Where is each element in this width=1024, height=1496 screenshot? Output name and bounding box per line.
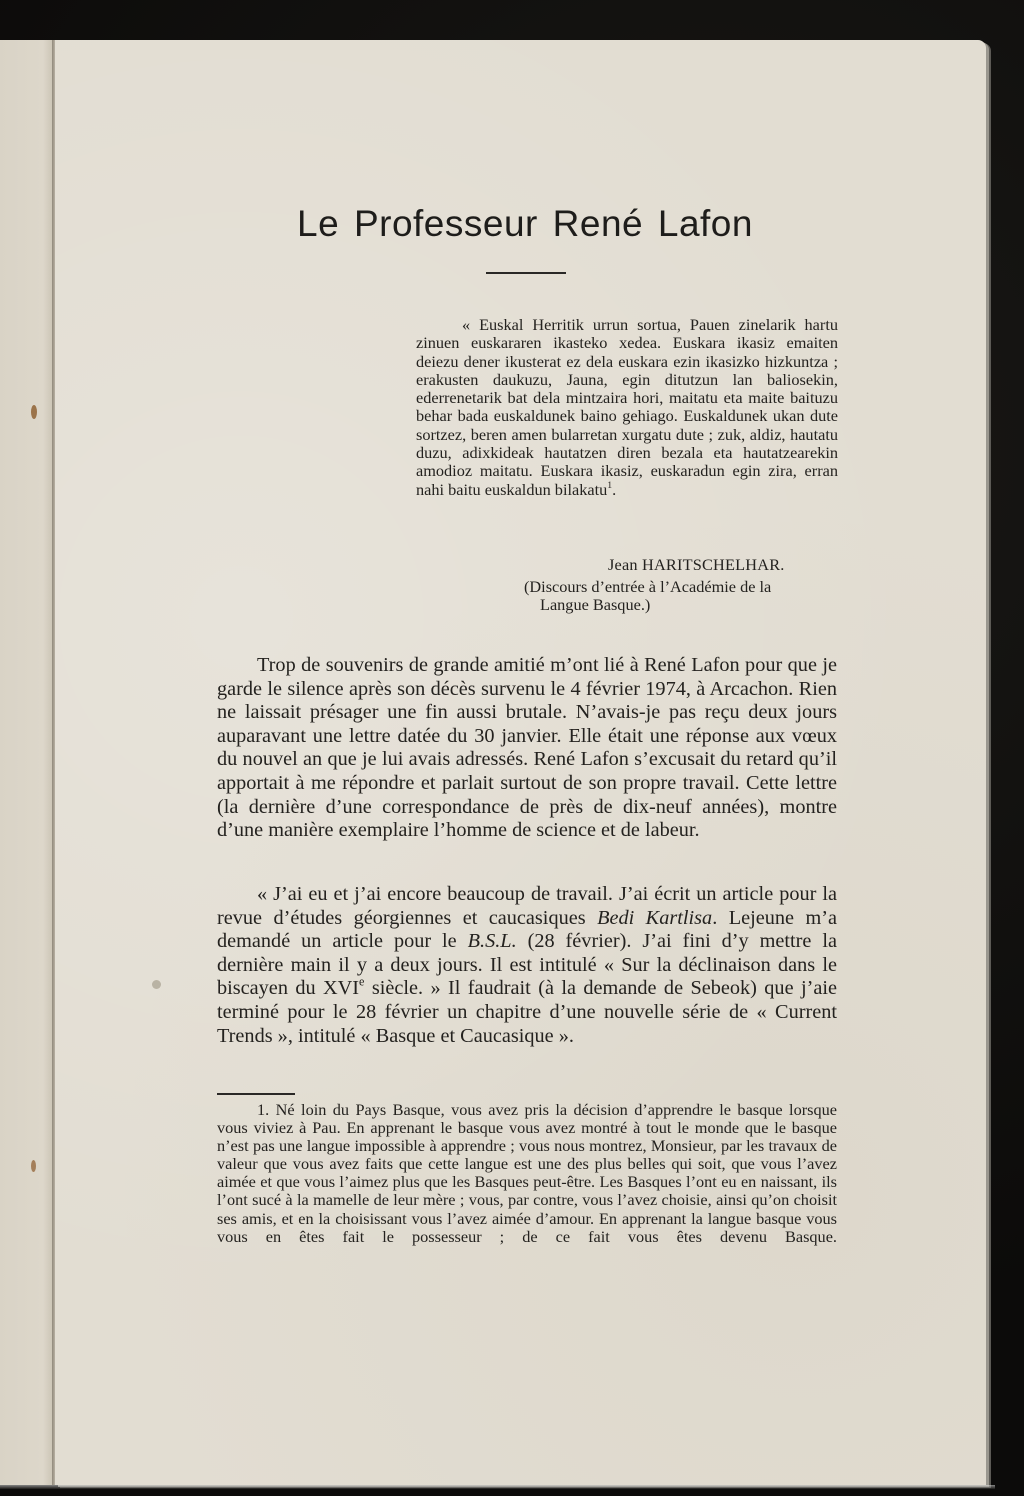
epigraph-source: (Discours d’entrée à l’Académie de la Langue Basque.) — [524, 577, 772, 615]
journal-abbrev: B.S.L. — [467, 930, 517, 953]
body-paragraph: Trop de souvenirs de grande amitié m’ont lié à René Lafon pour que je garde le silence après son décès survenu le 4 février 1974, à Arcachon. Rien ne laissait présager une fin aussi brutale. N’avais-je pas reçu deux jours auparavant une lettre datée du 30 janvier. Elle était une réponse aux vœux du nouvel an que je lui avais adressés. René Lafon s’excusait du retard qu’il apportait à me répondre et parlait surtout de son propre travail. Cette lettre (la dernière d’une correspondance de près de dix-neuf années), montre d’une manière exemplaire l’homme de science et de labeur. — [217, 654, 837, 842]
footnote-divider — [217, 1093, 295, 1095]
paper-stain — [31, 405, 37, 419]
epigraph-author: Jean HARITSCHELHAR. — [608, 555, 785, 574]
epigraph — [416, 316, 838, 499]
footnote: 1. Né loin du Pays Basque, vous avez pris la décision d’apprendre le basque lorsque vous viviez à Pau. En apprenant le basque vous avez montré à tout le monde que le basque n’est pas une langue impossible à apprendre ; vous nous montrez, Monsieur, par les travaux de valeur que vous avez faits que cette langue est une des plus belles qui soit, que vous l’avez aimée et que vous l’aimez plus que les Basques peut-être. Les Basques l’ont eu en naissant, ils l’ont sucé à la mamelle de leur mère ; vous, par contre, vous l’avez choisie, ainsi qu’on choisit ses amis, et en la choisissant vous l’avez aimée d’amour. En apprenant la langue basque vous vous en êtes fait le possesseur ; de ce fait vous êtes devenu Basque. — [217, 1100, 837, 1246]
page-title: Le Professeur René Lafon — [297, 203, 753, 244]
body-paragraph-quote: « J’ai eu et j’ai encore beaucoup de travail. J’ai écrit un article pour la revue d’études géorgiennes et caucasiques Bedi Kartlisa. Lejeune m’a demandé un article pour le B.S.L. (28 février). J’ai fini d’y mettre la dernière main il y a deux jours. Il est intitulé « Sur la déclinaison dans le biscayen du XVIe siècle. » Il faudrait (à la demande de Sebeok) que j’aie terminé pour le 28 février un chapitre d’une nouvelle série de « Current Trends », intitulé « Basque et Caucasique ». — [217, 883, 837, 1047]
page-bottom-edge — [0, 1485, 995, 1489]
epigraph-text: « Euskal Herritik urrun sortua, Pauen zinelarik hartu zinuen euskararen ikasteko xedea. Euskara ikasiz emaiten deiezu dener ikusterat ez dela euskara ezin ikasizko hizkuntza ; erakusten daukuzu, Jauna, egin ditutzun lan baliosekin, ederrenetarik bat dela mintzaira hori, maitatu eta maite baituzu behar bada euskaldunek baino gehiago. Euskaldunek ukan dute sortzez, beren amen bularretan xurgatu dute ; zuk, aldiz, hautatu duzu, adixkideak hautatzen diren bezala eta hautatzearekin amodioz maitatu. Euskara ikasiz, euskaradun egin zira, erran nahi baitu euskaldun bilakatu$^1$. — [416, 315, 838, 499]
title-divider — [486, 272, 566, 274]
journal-title: Bedi Kartlisa — [597, 906, 713, 929]
footnote-number: 1. — [257, 1100, 270, 1119]
facing-page-edge — [0, 40, 54, 1485]
paper-stain — [152, 980, 161, 989]
footnote-reference[interactable]: 1 — [607, 479, 613, 491]
paper-stain — [31, 1160, 36, 1172]
